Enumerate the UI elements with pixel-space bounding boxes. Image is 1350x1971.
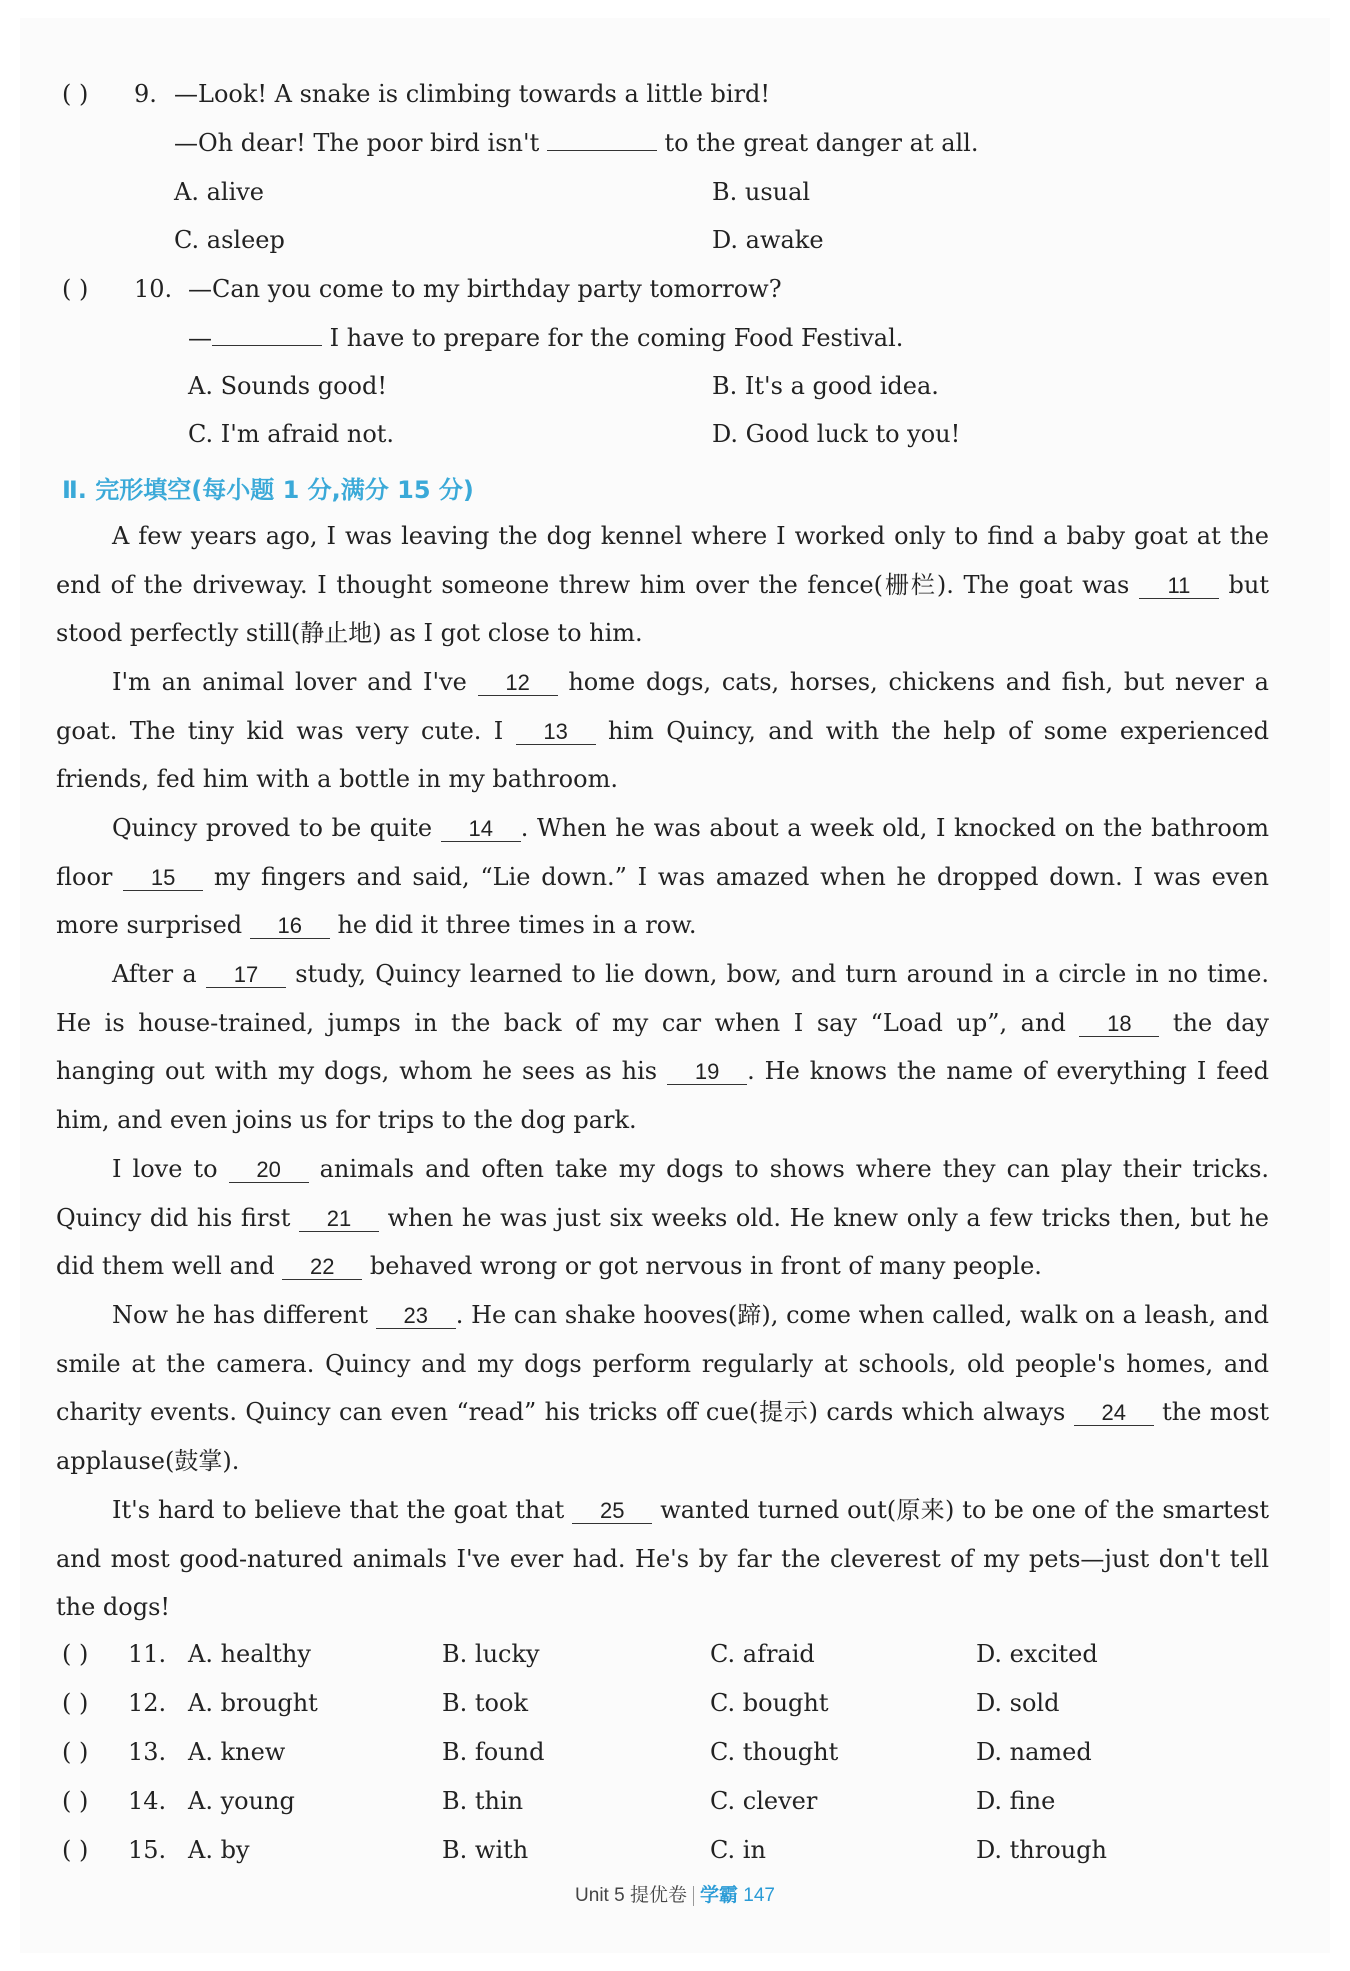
option-c: C. clever	[710, 1787, 818, 1815]
option-c: C. I'm afraid not.	[188, 420, 395, 448]
choice-row-12	[56, 1689, 1296, 1719]
answer-paren[interactable]: ( )	[62, 1836, 89, 1864]
passage-text: wanted turned out(原来) to be one of the smartest and most good-natured animals I've ever had. He's by far the cleverest of my pets—just don't tell the dogs!	[56, 1496, 1269, 1621]
option-d: D. sold	[976, 1689, 1060, 1717]
footer-unit: Unit 5 提优卷	[575, 1885, 687, 1906]
passage-text: him Quincy, and with the help of some experienced friends, fed him with a bottle in my bathroom.	[56, 716, 1269, 793]
option-c: C. bought	[710, 1689, 829, 1717]
passage-text: study, Quincy learned to lie down, bow, and turn around in a circle in no time. He is house-trained, jumps in the back of my car when I say “Load up”, and	[56, 960, 1269, 1037]
blank-15[interactable]: 15	[123, 866, 203, 891]
answer-paren[interactable]: ( )	[62, 80, 89, 108]
passage-text: Now he has different	[112, 1301, 368, 1329]
page-footer	[0, 1880, 1350, 1907]
option-b: B. with	[442, 1836, 529, 1864]
section-title: Ⅱ. 完形填空(每小题 1 分,满分 15 分)	[62, 476, 474, 504]
option-d: D. excited	[976, 1640, 1098, 1668]
option-b: B. It's a good idea.	[712, 372, 939, 400]
question-number: 13.	[128, 1738, 167, 1766]
line-2-text-after: to the great danger at all.	[664, 129, 979, 157]
question-10	[62, 275, 1262, 448]
option-c: C. asleep	[174, 226, 285, 254]
line-2-text-before: —Oh dear! The poor bird isn't	[174, 129, 540, 157]
question-line-2	[174, 129, 978, 157]
choice-row-13	[56, 1738, 1296, 1768]
answer-paren[interactable]: ( )	[62, 1689, 89, 1717]
passage-text: but stood perfectly still(静止地) as I got close to him.	[56, 570, 1269, 647]
passage-text: my fingers and said, “Lie down.” I was amazed when he dropped down. I was even more surprised	[56, 862, 1269, 939]
passage-text: Quincy proved to be quite	[112, 814, 433, 842]
blank-24[interactable]: 24	[1074, 1401, 1154, 1426]
passage-text: I love to	[112, 1155, 218, 1183]
option-c: C. in	[710, 1836, 766, 1864]
option-d: D. fine	[976, 1787, 1056, 1815]
passage-text: It's hard to believe that the goat that	[112, 1496, 565, 1524]
passage-paragraph-5	[56, 1145, 1269, 1291]
blank-20[interactable]: 20	[229, 1158, 309, 1183]
option-a: A. knew	[188, 1738, 286, 1766]
blank-13[interactable]: 13	[516, 720, 596, 745]
passage-text: I'm an animal lover and I've	[112, 668, 467, 696]
option-d: D. awake	[712, 226, 824, 254]
question-number: 15.	[128, 1836, 167, 1864]
option-d: D. named	[976, 1738, 1092, 1766]
footer-brand: 学霸	[699, 1885, 738, 1906]
answer-blank[interactable]	[547, 150, 657, 151]
question-number: 11.	[128, 1640, 167, 1668]
option-c: C. afraid	[710, 1640, 815, 1668]
answer-paren[interactable]: ( )	[62, 1640, 89, 1668]
blank-25[interactable]: 25	[572, 1499, 652, 1524]
option-b: B. took	[442, 1689, 528, 1717]
page-number: 147	[743, 1885, 775, 1906]
option-a: A. alive	[174, 178, 265, 206]
question-line-2	[188, 324, 903, 352]
question-number: 14.	[128, 1787, 167, 1815]
passage-paragraph-7	[56, 1486, 1269, 1632]
blank-21[interactable]: 21	[299, 1207, 379, 1232]
passage-text: home dogs, cats, horses, chickens and fish, but never a goat. The tiny kid was very cute. I	[56, 668, 1269, 745]
question-number: 10.	[134, 275, 173, 303]
passage-text: A few years ago, I was leaving the dog kennel where I worked only to find a baby goat at the end of the driveway. I thought someone threw him over the fence(栅栏). The goat was	[56, 522, 1269, 599]
passage-paragraph-3	[56, 804, 1269, 950]
footer-divider	[693, 1886, 694, 1906]
option-b: B. thin	[442, 1787, 524, 1815]
answer-paren[interactable]: ( )	[62, 1738, 89, 1766]
question-line-1: —Can you come to my birthday party tomorrow?	[188, 275, 782, 303]
question-number: 12.	[128, 1689, 167, 1717]
passage-paragraph-2	[56, 658, 1269, 804]
option-d: D. Good luck to you!	[712, 420, 961, 448]
passage-text: . When he was about a week old, I knocked on the bathroom floor	[56, 814, 1269, 891]
blank-12[interactable]: 12	[478, 671, 558, 696]
question-line-1: —Look! A snake is climbing towards a little bird!	[174, 80, 771, 108]
passage-paragraph-6	[56, 1291, 1269, 1485]
option-b: B. found	[442, 1738, 545, 1766]
blank-11[interactable]: 11	[1139, 574, 1219, 599]
option-a: A. healthy	[188, 1640, 311, 1668]
blank-14[interactable]: 14	[441, 817, 521, 842]
choice-row-14	[56, 1787, 1296, 1817]
option-a: A. young	[188, 1787, 295, 1815]
passage-text: the most applause(鼓掌).	[56, 1398, 1269, 1475]
passage-paragraph-4	[56, 950, 1269, 1144]
option-d: D. through	[976, 1836, 1107, 1864]
blank-16[interactable]: 16	[250, 914, 330, 939]
option-a: A. brought	[188, 1689, 318, 1717]
choice-row-11	[56, 1640, 1296, 1670]
passage-text: animals and often take my dogs to shows where they can play their tricks. Quincy did his first	[56, 1155, 1270, 1232]
passage-text: . He can shake hooves(蹄), come when called, walk on a leash, and smile at the camera. Quincy and my dogs perform regularly at schools, old people's homes, and charity events. Quincy can even “read” his tricks off cue(提示) cards which always	[56, 1301, 1269, 1426]
answer-blank[interactable]	[212, 345, 322, 346]
option-a: A. by	[188, 1836, 250, 1864]
blank-17[interactable]: 17	[206, 963, 286, 988]
blank-19[interactable]: 19	[667, 1060, 747, 1085]
passage-text: the day hanging out with my dogs, whom he sees as his	[56, 1008, 1269, 1085]
option-a: A. Sounds good!	[188, 372, 387, 400]
passage-text: After a	[112, 960, 197, 988]
answer-paren[interactable]: ( )	[62, 1787, 89, 1815]
choice-row-15	[56, 1836, 1296, 1866]
answer-paren[interactable]: ( )	[62, 275, 89, 303]
passage-paragraph-1	[56, 512, 1269, 658]
option-b: B. lucky	[442, 1640, 540, 1668]
line-2-text-before: —	[188, 324, 212, 352]
option-c: C. thought	[710, 1738, 839, 1766]
line-2-text-after: I have to prepare for the coming Food Festival.	[329, 324, 904, 352]
passage-text: when he was just six weeks old. He knew only a few tricks then, but he did them well and	[56, 1203, 1269, 1280]
passage-text: he did it three times in a row.	[337, 911, 697, 939]
blank-22[interactable]: 22	[282, 1255, 362, 1280]
question-number: 9.	[134, 80, 157, 108]
option-b: B. usual	[712, 178, 811, 206]
passage-text: . He knows the name of everything I feed him, and even joins us for trips to the dog park.	[56, 1057, 1269, 1134]
passage-text: behaved wrong or got nervous in front of many people.	[369, 1252, 1042, 1280]
question-9	[62, 80, 1262, 254]
blank-18[interactable]: 18	[1079, 1012, 1159, 1037]
blank-23[interactable]: 23	[376, 1304, 456, 1329]
